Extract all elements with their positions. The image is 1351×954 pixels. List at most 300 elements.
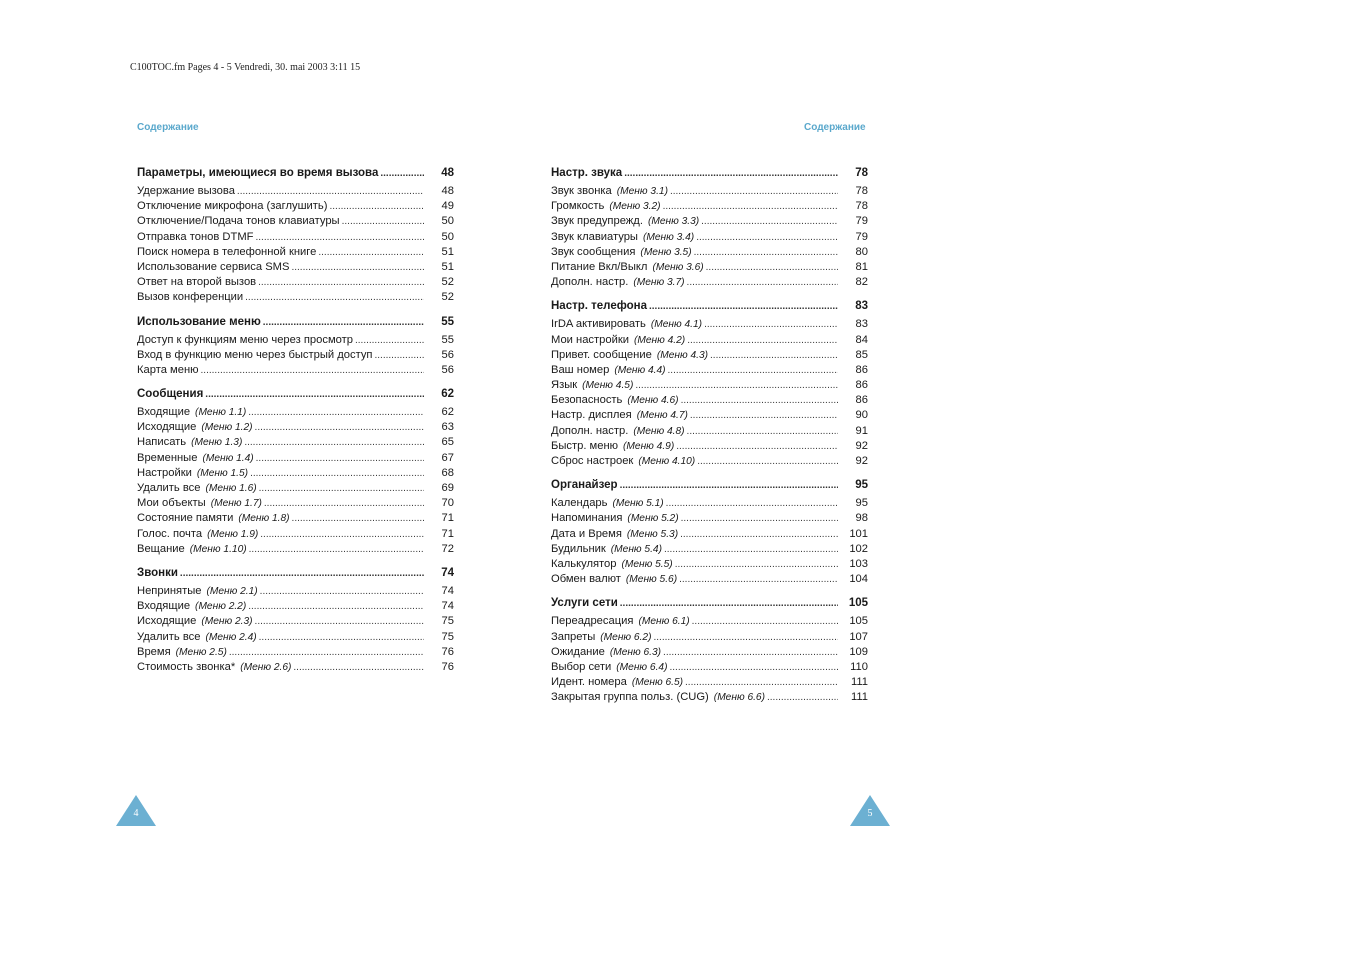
- toc-leader-dots: [664, 542, 838, 557]
- running-head-left: Содержание: [137, 122, 199, 133]
- toc-entry-menu-ref: (Меню 5.4): [610, 543, 662, 555]
- toc-entry-label: Использование сервиса SMS: [137, 260, 290, 273]
- toc-heading-title: Использование меню: [137, 315, 261, 328]
- toc-entry: [137, 275, 454, 290]
- toc-leader-dots: [250, 466, 424, 481]
- toc-leader-dots: [666, 496, 838, 511]
- toc-entry: [551, 542, 868, 557]
- toc-leader-dots: [248, 599, 424, 614]
- toc-entry-menu-ref: (Меню 3.7): [633, 277, 685, 289]
- toc-entry-label: Отключение/Подача тонов клавиатуры: [137, 215, 340, 228]
- toc-entry: [551, 260, 868, 275]
- toc-entry-label: Удалить все: [137, 482, 201, 494]
- toc-entry: [137, 290, 454, 305]
- toc-leader-dots: [237, 184, 424, 199]
- toc-entry-label: Голос. почта: [137, 527, 203, 540]
- toc-heading-title: Услуги сети: [551, 597, 618, 610]
- toc-leader-dots: [620, 595, 838, 613]
- toc-heading-page: 78: [855, 167, 868, 179]
- toc-leader-dots: [676, 439, 838, 454]
- toc-entry-page: 51: [441, 245, 454, 258]
- toc-section-heading: [551, 164, 868, 182]
- toc-heading-page: 74: [441, 566, 454, 579]
- toc-entry-page: 80: [855, 245, 868, 258]
- toc-leader-dots: [687, 333, 838, 348]
- toc-entry-menu-ref: (Меню 3.4): [642, 231, 695, 243]
- toc-entry: [551, 614, 868, 629]
- toc-entry-page: 78: [855, 200, 868, 213]
- running-head-right: Содержание: [804, 122, 866, 133]
- toc-leader-dots: [205, 386, 424, 404]
- toc-entry-label: Непринятые: [137, 584, 202, 597]
- toc-entry-menu-ref: (Меню 1.5): [196, 467, 249, 479]
- toc-entry-label: Исходящие: [137, 615, 197, 628]
- toc-entry-menu-ref: (Меню 4.5): [582, 380, 634, 392]
- toc-entry-label: Переадресация: [551, 615, 634, 628]
- toc-leader-dots: [180, 565, 424, 583]
- toc-entry-menu-ref: (Меню 1.8): [238, 513, 290, 525]
- toc-entry: [551, 439, 868, 454]
- toc-leader-dots: [329, 199, 424, 214]
- toc-entry: [551, 348, 868, 363]
- toc-entry-page: 74: [441, 600, 454, 613]
- toc-entry: [137, 420, 454, 435]
- toc-entry-menu-ref: (Меню 2.4): [205, 631, 257, 643]
- toc-entry: [137, 230, 454, 245]
- toc-entry-label: Язык: [551, 379, 578, 392]
- toc-entry: [551, 454, 868, 469]
- toc-entry-menu-ref: (Меню 4.4): [614, 364, 666, 376]
- toc-entry-page: 86: [855, 394, 868, 407]
- toc-leader-dots: [710, 348, 838, 363]
- toc-entry-menu-ref: (Меню 5.6): [625, 574, 678, 586]
- toc-entry-menu-ref: (Меню 1.10): [189, 543, 247, 555]
- toc-leader-dots: [245, 290, 424, 305]
- toc-entry-menu-ref: (Меню 3.2): [609, 201, 661, 213]
- toc-leader-dots: [355, 333, 424, 348]
- toc-leader-dots: [342, 214, 424, 229]
- toc-entry-menu-ref: (Меню 4.1): [650, 319, 703, 331]
- toc-heading-title: Настр. телефона: [551, 300, 647, 313]
- toc-entry-page: 76: [441, 660, 454, 673]
- toc-entry-menu-ref: (Меню 4.9): [623, 440, 675, 452]
- toc-section: [137, 313, 454, 379]
- toc-leader-dots: [687, 424, 838, 439]
- toc-leader-dots: [255, 614, 424, 629]
- toc-entry-menu-ref: (Меню 6.2): [600, 631, 652, 643]
- toc-entry-label: Звук сообщения: [551, 245, 636, 258]
- toc-leader-dots: [679, 572, 838, 587]
- toc-leader-dots: [318, 245, 424, 260]
- toc-heading-title: Звонки: [137, 566, 178, 579]
- toc-entry-page: 98: [855, 512, 868, 525]
- toc-entry-page: 49: [441, 200, 454, 213]
- toc-entry: [551, 393, 868, 408]
- toc-section: [551, 476, 868, 587]
- toc-entry-menu-ref: (Меню 4.7): [636, 410, 688, 422]
- toc-section: [551, 297, 868, 469]
- toc-leader-dots: [620, 477, 838, 495]
- toc-entry-label: Временные: [137, 451, 198, 464]
- toc-entry-menu-ref: (Меню 1.4): [202, 452, 254, 464]
- page-number-left: 4: [133, 808, 139, 819]
- toc-entry: [137, 466, 454, 481]
- toc-leader-dots: [293, 660, 424, 675]
- toc-entry: [137, 584, 454, 599]
- toc-entry-page: 50: [441, 215, 454, 228]
- toc-entry-menu-ref: (Меню 2.1): [206, 585, 258, 597]
- toc-entry: [137, 199, 454, 214]
- toc-entry-label: Питание Вкл/Выкл: [551, 260, 648, 273]
- toc-leader-dots: [697, 454, 838, 469]
- toc-leader-dots: [663, 645, 838, 660]
- toc-entry: [551, 645, 868, 660]
- toc-entry: [551, 557, 868, 572]
- toc-entry-label: Написать: [137, 436, 187, 449]
- toc-entry-page: 50: [441, 230, 454, 243]
- toc-leader-dots: [687, 275, 838, 290]
- toc-entry-label: Выбор сети: [551, 660, 612, 673]
- toc-entry-page: 74: [441, 584, 454, 597]
- toc-leader-dots: [263, 314, 424, 332]
- toc-entry-menu-ref: (Меню 4.10): [638, 456, 696, 467]
- toc-leader-dots: [701, 214, 838, 229]
- toc-entry: [137, 435, 454, 450]
- toc-heading-title: Настр. звука: [551, 167, 623, 179]
- toc-entry-menu-ref: (Меню 1.9): [207, 528, 259, 540]
- toc-entry-page: 72: [441, 542, 454, 555]
- toc-entry: [551, 275, 868, 290]
- toc-section-heading: [137, 313, 454, 331]
- toc-entry-page: 78: [855, 185, 868, 197]
- toc-entry-page: 110: [850, 660, 868, 673]
- toc-entry-label: Поиск номера в телефонной книге: [137, 245, 317, 258]
- toc-entry-page: 67: [441, 451, 454, 464]
- toc-entry-menu-ref: (Меню 2.5): [175, 646, 227, 658]
- toc-left-column: [137, 164, 454, 682]
- toc-entry: [551, 408, 868, 423]
- toc-entry-page: 51: [441, 260, 454, 273]
- toc-entry-page: 91: [855, 424, 868, 437]
- toc-entry: [551, 230, 868, 245]
- toc-leader-dots: [260, 527, 424, 542]
- toc-entry-page: 52: [441, 276, 454, 289]
- toc-entry-page: 56: [441, 363, 454, 376]
- toc-entry-page: 101: [849, 527, 868, 540]
- toc-heading-page: 62: [441, 388, 454, 401]
- toc-entry-page: 104: [849, 573, 868, 586]
- toc-entry-page: 107: [849, 630, 868, 643]
- toc-heading-page: 95: [855, 479, 868, 492]
- toc-entry-menu-ref: (Меню 2.6): [240, 661, 292, 673]
- toc-leader-dots: [291, 260, 424, 275]
- toc-entry-page: 75: [441, 615, 454, 628]
- toc-entry-label: Напоминания: [551, 512, 623, 525]
- toc-entry-label: Вызов конференции: [137, 291, 244, 304]
- toc-heading-title: Параметры, имеющиеся во время вызова: [137, 167, 379, 179]
- toc-leader-dots: [380, 165, 424, 183]
- toc-entry-label: Калькулятор: [551, 557, 617, 570]
- toc-entry-label: Отключение микрофона (заглушить): [137, 200, 328, 213]
- toc-leader-dots: [255, 230, 424, 245]
- page-number-right: 5: [867, 808, 873, 819]
- toc-entry: [551, 572, 868, 587]
- toc-entry-label: Звук предупрежд.: [551, 215, 643, 228]
- toc-entry-label: Вход в функцию меню через быстрый доступ: [137, 348, 373, 361]
- toc-entry-label: Дополн. настр.: [551, 424, 629, 437]
- toc-section: [551, 594, 868, 705]
- toc-entry-menu-ref: (Меню 6.3): [609, 646, 662, 658]
- toc-entry-page: 65: [441, 436, 454, 449]
- toc-entry-label: Настр. дисплея: [551, 409, 632, 422]
- toc-entry-page: 62: [441, 406, 454, 419]
- toc-leader-dots: [249, 542, 424, 557]
- toc-leader-dots: [704, 317, 838, 332]
- toc-entry-label: Стоимость звонка*: [137, 660, 236, 673]
- toc-entry-label: Входящие: [137, 406, 191, 419]
- toc-leader-dots: [767, 690, 838, 705]
- toc-entry-label: Быстр. меню: [551, 439, 619, 452]
- toc-leader-dots: [258, 275, 424, 290]
- toc-entry-menu-ref: (Меню 3.6): [652, 261, 704, 273]
- toc-entry: [137, 527, 454, 542]
- toc-entry-label: Обмен валют: [551, 573, 621, 586]
- toc-entry: [551, 527, 868, 542]
- toc-entry-label: Удержание вызова: [137, 185, 235, 197]
- toc-leader-dots: [706, 260, 838, 275]
- toc-entry-page: 86: [855, 379, 868, 392]
- toc-entry-menu-ref: (Меню 2.3): [201, 616, 253, 628]
- toc-leader-dots: [681, 511, 838, 526]
- toc-entry-page: 81: [855, 260, 868, 273]
- toc-entry-menu-ref: (Меню 5.2): [627, 513, 679, 525]
- toc-entry-menu-ref: (Меню 4.2): [633, 334, 686, 346]
- toc-entry-label: Дополн. настр.: [551, 276, 629, 289]
- toc-leader-dots: [260, 584, 424, 599]
- toc-section: [137, 385, 454, 557]
- toc-section-heading: [551, 594, 868, 612]
- toc-section: [137, 164, 454, 306]
- toc-entry-page: 90: [855, 409, 868, 422]
- toc-entry-menu-ref: (Меню 6.6): [713, 692, 765, 704]
- toc-heading-page: 48: [441, 167, 454, 179]
- toc-entry-label: Карта меню: [137, 363, 199, 376]
- toc-entry: [551, 199, 868, 214]
- toc-entry-label: Исходящие: [137, 421, 197, 434]
- toc-leader-dots: [681, 393, 838, 408]
- toc-entry-page: 52: [441, 291, 454, 304]
- toc-entry-page: 111: [850, 691, 868, 704]
- toc-section: [137, 564, 454, 675]
- toc-entry-menu-ref: (Меню 2.2): [195, 601, 247, 613]
- toc-entry-label: Ваш номер: [551, 363, 610, 376]
- toc-entry: [137, 260, 454, 275]
- toc-entry-label: Мои настройки: [551, 333, 629, 346]
- toc-leader-dots: [264, 496, 424, 511]
- toc-entry: [137, 614, 454, 629]
- toc-entry-page: 70: [441, 497, 454, 510]
- toc-entry-page: 71: [441, 512, 454, 525]
- toc-entry-menu-ref: (Меню 4.3): [656, 349, 709, 361]
- toc-entry-page: 92: [855, 439, 868, 452]
- toc-entry-label: IrDA активировать: [551, 318, 646, 331]
- toc-leader-dots: [259, 630, 424, 645]
- toc-entry-label: Запреты: [551, 630, 596, 643]
- toc-entry-menu-ref: (Меню 1.6): [205, 483, 257, 494]
- toc-entry-menu-ref: (Меню 6.5): [631, 677, 684, 689]
- toc-entry: [137, 630, 454, 645]
- toc-leader-dots: [670, 184, 838, 199]
- toc-leader-dots: [229, 645, 424, 660]
- toc-entry-label: Сброс настроек: [551, 455, 634, 467]
- toc-entry-menu-ref: (Меню 3.3): [647, 216, 700, 228]
- toc-entry: [137, 481, 454, 496]
- toc-entry: [137, 599, 454, 614]
- toc-entry-label: Безопасность: [551, 394, 623, 407]
- toc-entry: [137, 245, 454, 260]
- toc-entry-label: Доступ к функциям меню через просмотр: [137, 333, 353, 346]
- toc-entry: [551, 496, 868, 511]
- toc-entry: [551, 424, 868, 439]
- toc-entry: [137, 348, 454, 363]
- toc-entry: [551, 363, 868, 378]
- toc-leader-dots: [259, 481, 424, 496]
- toc-leader-dots: [649, 298, 838, 316]
- toc-entry-page: 83: [855, 318, 868, 331]
- toc-entry: [551, 690, 868, 705]
- toc-entry-page: 105: [849, 615, 868, 628]
- toc-entry: [137, 496, 454, 511]
- toc-leader-dots: [690, 408, 838, 423]
- toc-heading-page: 55: [441, 315, 454, 328]
- toc-entry-page: 76: [441, 645, 454, 658]
- toc-heading-title: Сообщения: [137, 388, 204, 401]
- toc-entry-label: Состояние памяти: [137, 512, 234, 525]
- toc-entry: [137, 405, 454, 420]
- toc-entry-label: Вещание: [137, 542, 185, 555]
- toc-entry: [551, 378, 868, 393]
- toc-entry-page: 95: [855, 497, 868, 510]
- toc-leader-dots: [624, 165, 838, 183]
- toc-entry-label: Входящие: [137, 600, 191, 613]
- toc-entry-menu-ref: (Меню 1.2): [201, 422, 253, 434]
- toc-entry: [137, 451, 454, 466]
- toc-entry-page: 92: [855, 455, 868, 467]
- toc-entry-label: Ожидание: [551, 645, 605, 658]
- toc-leader-dots: [653, 630, 838, 645]
- toc-entry: [137, 363, 454, 378]
- toc-entry: [137, 542, 454, 557]
- toc-entry-label: Дата и Время: [551, 527, 622, 540]
- toc-entry-menu-ref: (Меню 1.7): [210, 498, 262, 510]
- toc-entry-page: 85: [855, 348, 868, 361]
- toc-entry: [137, 660, 454, 675]
- toc-entry: [551, 630, 868, 645]
- toc-entry-menu-ref: (Меню 1.3): [191, 437, 243, 449]
- toc-entry-label: Закрытая группа польз. (CUG): [551, 691, 709, 704]
- toc-leader-dots: [244, 435, 424, 450]
- toc-entry-label: Время: [137, 645, 171, 658]
- toc-entry-label: Удалить все: [137, 630, 201, 643]
- toc-entry-label: Идент. номера: [551, 676, 627, 689]
- toc-entry-page: 109: [849, 645, 868, 658]
- toc-entry-label: Настройки: [137, 466, 192, 479]
- file-header: C100TOC.fm Pages 4 - 5 Vendredi, 30. mai 2003 3:11 15: [130, 62, 361, 73]
- toc-entry-page: 84: [855, 333, 868, 346]
- toc-entry-label: Мои объекты: [137, 497, 206, 510]
- toc-entry-label: Отправка тонов DTMF: [137, 230, 254, 243]
- toc-entry-label: Ответ на второй вызов: [137, 276, 257, 289]
- toc-heading-page: 83: [855, 300, 868, 313]
- toc-entry: [551, 214, 868, 229]
- toc-entry-page: 48: [441, 185, 454, 197]
- toc-right-column: [551, 164, 868, 712]
- toc-leader-dots: [374, 348, 424, 363]
- toc-entry-page: 82: [855, 276, 868, 289]
- toc-leader-dots: [675, 557, 838, 572]
- toc-entry-page: 103: [849, 557, 868, 570]
- toc-entry-label: Привет. сообщение: [551, 348, 652, 361]
- toc-leader-dots: [685, 675, 838, 690]
- toc-leader-dots: [635, 378, 838, 393]
- toc-leader-dots: [696, 230, 838, 245]
- toc-entry: [137, 333, 454, 348]
- toc-entry-page: 75: [441, 630, 454, 643]
- toc-entry-menu-ref: (Меню 1.1): [195, 407, 247, 419]
- toc-leader-dots: [694, 245, 838, 260]
- toc-entry-menu-ref: (Меню 3.5): [640, 246, 692, 258]
- toc-leader-dots: [669, 660, 838, 675]
- toc-section: [551, 164, 868, 290]
- toc-leader-dots: [256, 451, 424, 466]
- toc-entry: [137, 511, 454, 526]
- toc-entry-menu-ref: (Меню 3.1): [616, 186, 668, 197]
- toc-entry-menu-ref: (Меню 5.1): [612, 498, 664, 510]
- toc-entry: [551, 333, 868, 348]
- toc-entry-label: Звук клавиатуры: [551, 230, 638, 243]
- toc-entry-label: Звук звонка: [551, 185, 612, 197]
- toc-entry-page: 79: [855, 215, 868, 228]
- toc-entry-menu-ref: (Меню 4.6): [627, 395, 679, 407]
- toc-leader-dots: [248, 405, 424, 420]
- toc-leader-dots: [680, 527, 838, 542]
- toc-entry: [551, 317, 868, 332]
- toc-entry-label: Будильник: [551, 542, 606, 555]
- toc-leader-dots: [255, 420, 424, 435]
- toc-leader-dots: [663, 199, 838, 214]
- toc-section-heading: [551, 476, 868, 494]
- toc-entry: [551, 660, 868, 675]
- toc-entry-page: 79: [855, 230, 868, 243]
- toc-entry-menu-ref: (Меню 6.4): [616, 661, 668, 673]
- toc-leader-dots: [668, 363, 838, 378]
- toc-heading-title: Органайзер: [551, 479, 618, 492]
- toc-entry-page: 102: [849, 542, 868, 555]
- toc-entry-page: 69: [441, 482, 454, 494]
- toc-entry-menu-ref: (Меню 5.3): [626, 528, 679, 540]
- toc-entry-page: 55: [441, 333, 454, 346]
- toc-entry-menu-ref: (Меню 5.5): [621, 558, 673, 570]
- toc-entry-label: Громкость: [551, 200, 605, 213]
- toc-entry-page: 71: [441, 527, 454, 540]
- toc-heading-page: 105: [848, 597, 868, 610]
- toc-entry: [137, 214, 454, 229]
- toc-entry-page: 63: [441, 421, 454, 434]
- toc-section-heading: [137, 385, 454, 403]
- toc-entry-page: 86: [855, 363, 868, 376]
- toc-entry: [551, 511, 868, 526]
- toc-entry: [551, 675, 868, 690]
